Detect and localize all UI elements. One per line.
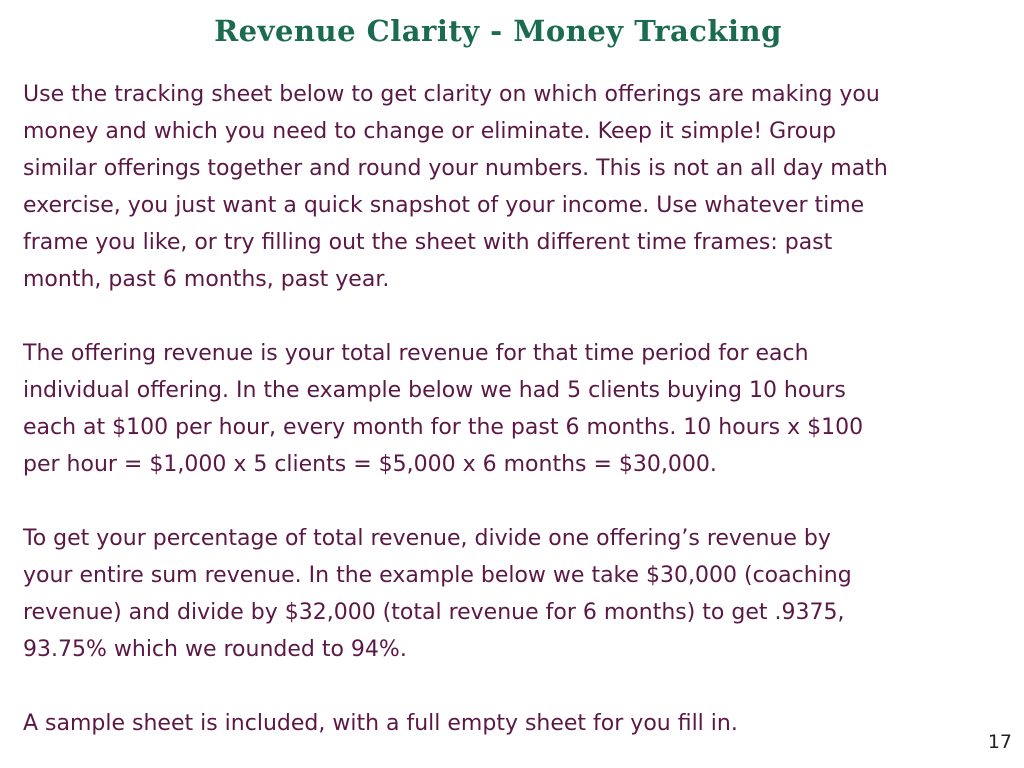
text-line: each at $100 per hour, every month for the past 6 months. 10 hours x $100 — [23, 415, 864, 440]
text-line: frame you like, or try filling out the sheet with different time frames: past — [23, 230, 833, 255]
text-line: individual offering. In the example below we had 5 clients buying 10 hours — [23, 378, 846, 403]
text-line: money and which you need to change or eliminate. Keep it simple! Group — [23, 119, 837, 144]
text-line: similar offerings together and round your numbers. This is not an all day math — [23, 156, 888, 181]
text-line: per hour = $1,000 x 5 clients = $5,000 x 6 months = $30,000. — [23, 452, 717, 477]
text-line: 93.75% which we rounded to 94%. — [23, 637, 407, 662]
text-line: To get your percentage of total revenue, divide one offering’s revenue by — [23, 526, 831, 551]
paragraph-intro — [23, 76, 1013, 298]
paragraph-sample-sheet — [23, 705, 1013, 742]
text-line: The offering revenue is your total revenue for that time period for each — [23, 341, 809, 366]
text-line: A sample sheet is included, with a full empty sheet for you fill in. — [23, 711, 738, 736]
text-line: your entire sum revenue. In the example below we take $30,000 (coaching — [23, 563, 852, 588]
body-text — [23, 76, 1013, 742]
page-number: 17 — [987, 731, 1012, 753]
text-line: month, past 6 months, past year. — [23, 267, 390, 292]
text-line: Use the tracking sheet below to get clarity on which offerings are making you — [23, 82, 880, 107]
paragraph-percentage — [23, 520, 1013, 668]
page-title: Revenue Clarity - Money Tracking — [214, 14, 782, 48]
paragraph-offering-revenue — [23, 335, 1013, 483]
text-line: revenue) and divide by $32,000 (total revenue for 6 months) to get .9375, — [23, 600, 845, 625]
text-line: exercise, you just want a quick snapshot of your income. Use whatever time — [23, 193, 865, 218]
